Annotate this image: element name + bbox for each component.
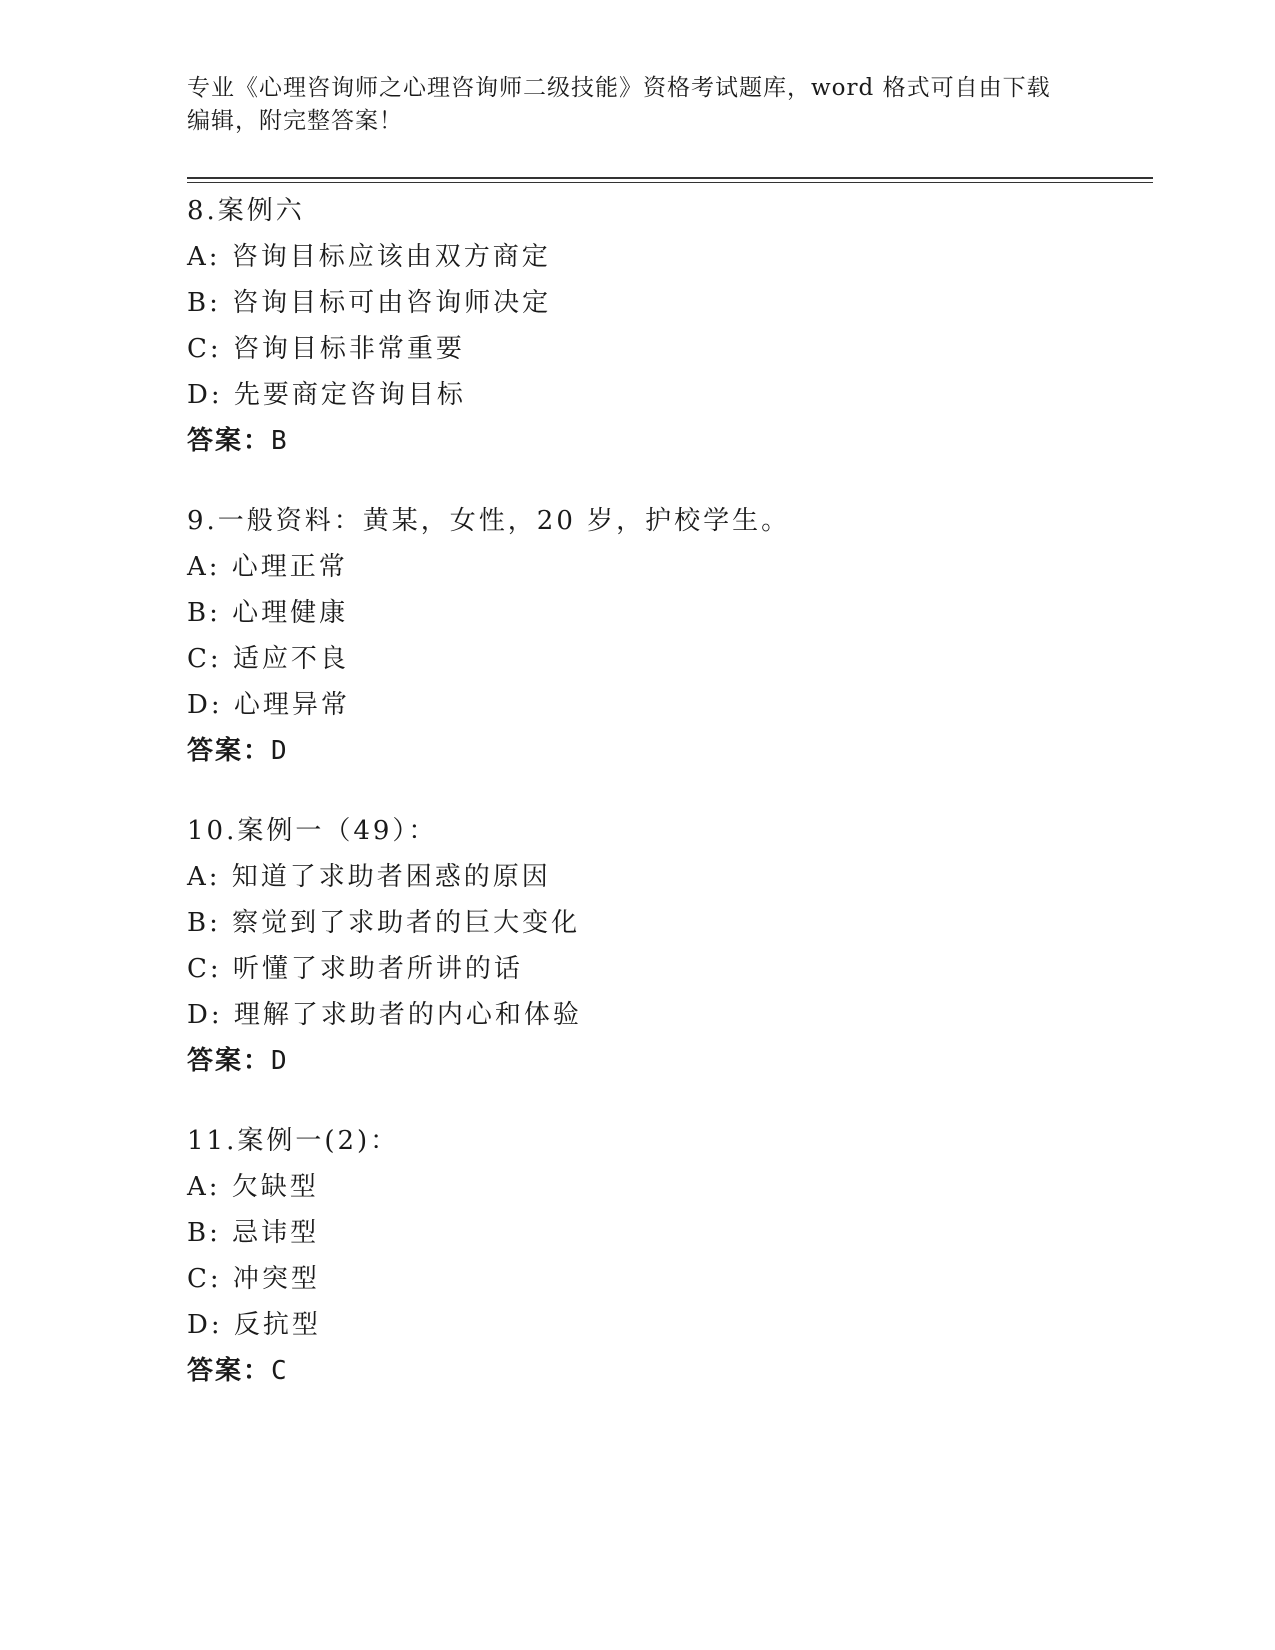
answer-label: 答案： (187, 736, 272, 766)
answer-line (187, 1038, 1147, 1084)
question-list (187, 188, 1147, 1428)
question-title: 8.案例六 (187, 196, 305, 226)
option-c: C: 冲突型 (187, 1264, 320, 1294)
answer-value: D (271, 1046, 287, 1076)
option-c: C: 适应不良 (187, 644, 349, 674)
answer-value: C (271, 1356, 287, 1386)
document-header (187, 72, 1067, 138)
answer-label: 答案： (187, 426, 272, 456)
option-b: B: 心理健康 (187, 598, 349, 628)
answer-label: 答案： (187, 1046, 272, 1076)
question-title: 10.案例一（49）： (187, 816, 438, 846)
question-item (187, 188, 1147, 464)
option-c: C: 咨询目标非常重要 (187, 334, 465, 364)
answer-line (187, 728, 1147, 774)
answer-line (187, 1348, 1147, 1394)
question-title: 9.一般资料：黄某，女性，20 岁，护校学生。 (187, 506, 791, 536)
option-c: C: 听懂了求助者所讲的话 (187, 954, 523, 984)
header-divider-thin (187, 182, 1153, 183)
option-d: D: 理解了求助者的内心和体验 (187, 1000, 582, 1030)
question-item (187, 808, 1147, 1084)
answer-value: B (271, 426, 287, 456)
header-divider-thick (187, 177, 1153, 179)
option-b: B: 咨询目标可由咨询师决定 (187, 288, 552, 318)
option-a: A: 知道了求助者困惑的原因 (187, 862, 551, 892)
header-line-2: 编辑，附完整答案！ (187, 108, 403, 134)
header-line-1: 专业《心理咨询师之心理咨询师二级技能》资格考试题库，word 格式可自由下载 (187, 75, 1051, 101)
option-a: A: 心理正常 (187, 552, 348, 582)
option-a: A: 欠缺型 (187, 1172, 319, 1202)
option-a: A: 咨询目标应该由双方商定 (187, 242, 551, 272)
option-b: B: 察觉到了求助者的巨大变化 (187, 908, 581, 938)
answer-line (187, 418, 1147, 464)
question-title: 11.案例一(2)： (187, 1126, 400, 1156)
option-b: B: 忌讳型 (187, 1218, 320, 1248)
option-d: D: 先要商定咨询目标 (187, 380, 466, 410)
option-d: D: 心理异常 (187, 690, 350, 720)
option-d: D: 反抗型 (187, 1310, 321, 1340)
question-item (187, 1118, 1147, 1394)
answer-value: D (271, 736, 287, 766)
question-item (187, 498, 1147, 774)
answer-label: 答案： (187, 1356, 272, 1386)
